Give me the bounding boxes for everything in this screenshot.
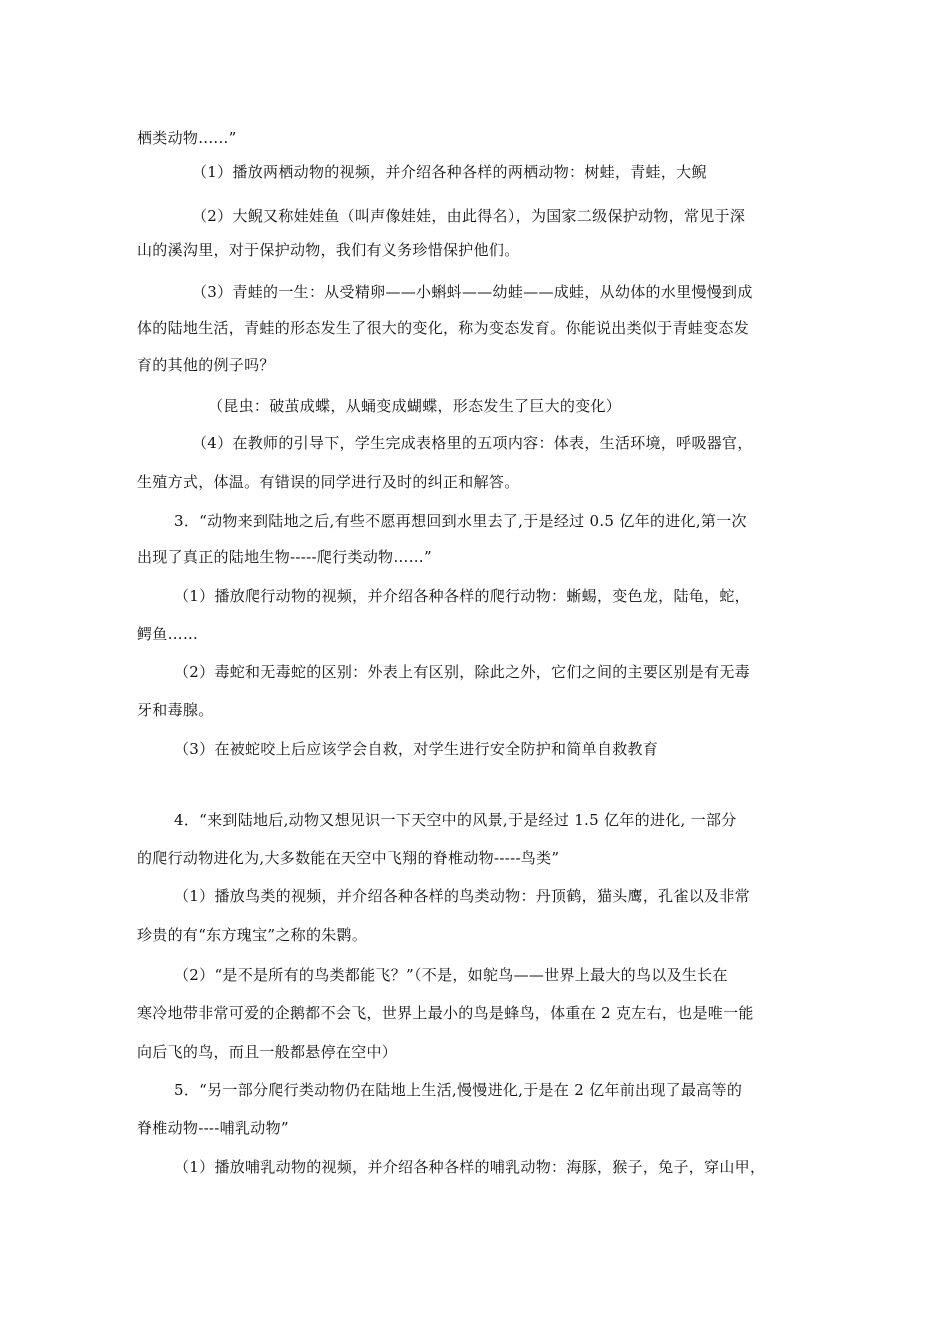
text-line: 4．“来到陆地后,动物又想见识一下天空中的风景,于是经过 1.5 亿年的进化, 一部分: [174, 811, 737, 829]
text-line: （1）播放鸟类的视频，并介绍各种各样的鸟类动物：丹顶鹤，猫头鹰，孔雀以及非常: [174, 887, 750, 905]
text-line: （1）播放哺乳动物的视频，并介绍各种各样的哺乳动物：海豚，猴子，兔子，穿山甲，: [174, 1158, 766, 1176]
text-line: 寒冷地带非常可爱的企鹅都不会飞，世界上最小的鸟是蜂鸟，体重在 2 克左右，也是唯一能: [137, 1004, 754, 1022]
text-line: 的爬行动物进化为,大多数能在天空中飞翔的脊椎动物-----鸟类”: [137, 849, 560, 867]
text-line: （3）在被蛇咬上后应该学会自救，对学生进行安全防护和简单自救教育: [174, 740, 659, 758]
text-line: 5．“另一部分爬行类动物仍在陆地上生活,慢慢进化,于是在 2 亿年前出现了最高等的: [174, 1081, 743, 1099]
text-line: 体的陆地生活，青蛙的形态发生了很大的变化，称为变态发育。你能说出类似于青蛙变态发: [137, 319, 750, 337]
text-line: 山的溪沟里，对于保护动物，我们有义务珍惜保护他们。: [137, 241, 520, 259]
text-line: （2）毒蛇和无毒蛇的区别：外表上有区别，除此之外，它们之间的主要区别是有无毒: [174, 663, 750, 681]
text-line: 向后飞的鸟，而且一般都悬停在空中）: [137, 1043, 398, 1061]
text-line: （2）“是不是所有的鸟类都能飞？”（不是，如鸵鸟——世界上最大的鸟以及生长在: [174, 966, 728, 984]
text-line: 脊椎动物----哺乳动物”: [137, 1119, 289, 1137]
text-line: 珍贵的有“东方瑰宝”之称的朱鹮。: [137, 926, 368, 944]
text-line: （3）青蛙的一生：从受精卵——小蝌蚪——幼蛙——成蛙，从幼体的水里慢慢到成: [192, 283, 753, 301]
text-line: （昆虫：破茧成蝶，从蛹变成蝴蝶，形态发生了巨大的变化）: [208, 397, 622, 415]
text-line: 鳄鱼……: [137, 625, 199, 643]
text-line: 3．“动物来到陆地之后,有些不愿再想回到水里去了,于是经过 0.5 亿年的进化,第一次: [174, 512, 747, 530]
text-line: 生殖方式，体温。有错误的同学进行及时的纠正和解答。: [137, 473, 520, 491]
text-line: （1）播放两栖动物的视频，并介绍各种各样的两栖动物：树蛙，青蛙，大鲵: [192, 163, 707, 181]
text-line: 育的其他的例子吗？: [137, 356, 275, 374]
text-line: 出现了真正的陆地生物-----爬行类动物……”: [137, 548, 432, 566]
text-line: 牙和毒腺。: [137, 701, 214, 719]
text-line: （2）大鲵又称娃娃鱼（叫声像娃娃，由此得名），为国家二级保护动物，常见于深: [192, 207, 746, 225]
text-line: 栖类动物......”: [137, 129, 237, 147]
text-line: （1）播放爬行动物的视频，并介绍各种各样的爬行动物：蜥蜴，变色龙，陆龟，蛇，: [174, 587, 750, 605]
text-line: （4）在教师的引导下，学生完成表格里的五项内容：体表，生活环境，呼吸器官，: [192, 434, 753, 452]
